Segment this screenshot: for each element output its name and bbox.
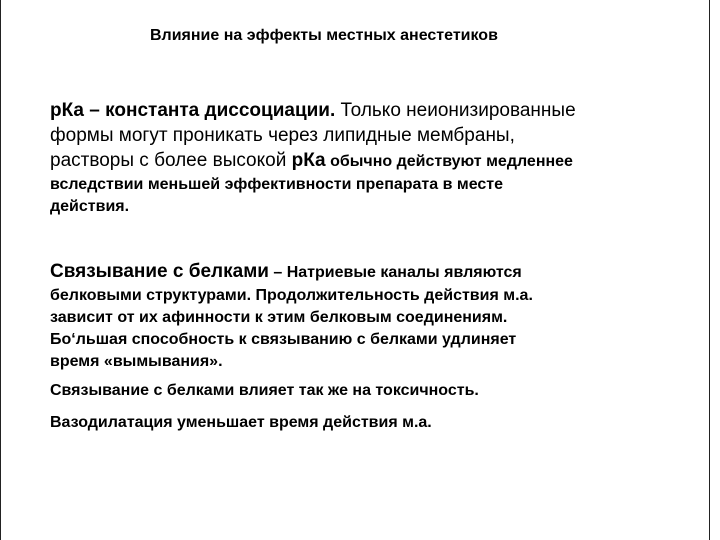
pka-line-3-a: растворы с более высокой bbox=[50, 150, 292, 171]
pka-line-4: вследствии меньшей эффективности препарата в месте bbox=[50, 176, 504, 193]
paragraph-protein-binding bbox=[50, 259, 670, 373]
pka-line-2: формы могут проникать через липидные мембраны, bbox=[50, 125, 515, 146]
pka-line-3-b: рКа bbox=[291, 150, 326, 171]
paragraph-toxicity: Связывание с белками влияет так же на токсичность. bbox=[50, 382, 479, 399]
protein-line-3: зависит от их афинности к этим белковым соединениям. bbox=[50, 309, 508, 326]
pka-term: рКа – константа диссоциации. bbox=[50, 100, 336, 121]
protein-line-5: время «вымывания». bbox=[50, 353, 223, 370]
slide-title: Влияние на эффекты местных анестетиков bbox=[150, 27, 498, 44]
protein-line-2: белковыми структурами. Продолжительность действия м.а. bbox=[50, 287, 533, 304]
protein-term: Связывание с белками bbox=[50, 261, 269, 282]
protein-line-4: Бо‘льшая способность к связыванию с белками удлиняет bbox=[50, 331, 517, 348]
pka-line-1-text: Только неионизированные bbox=[335, 100, 576, 121]
pka-line-1 bbox=[50, 98, 670, 123]
pka-line-5: действия. bbox=[50, 198, 130, 215]
protein-line-1 bbox=[50, 259, 670, 285]
pka-line-3-c: обычно действуют медленнее bbox=[325, 153, 573, 170]
paragraph-pka bbox=[50, 98, 670, 218]
pka-line-3 bbox=[50, 148, 670, 174]
paragraph-vasodilation: Вазодилатация уменьшает время действия м.а. bbox=[50, 414, 432, 431]
protein-line-1-text: – Натриевые каналы являются bbox=[268, 264, 522, 281]
